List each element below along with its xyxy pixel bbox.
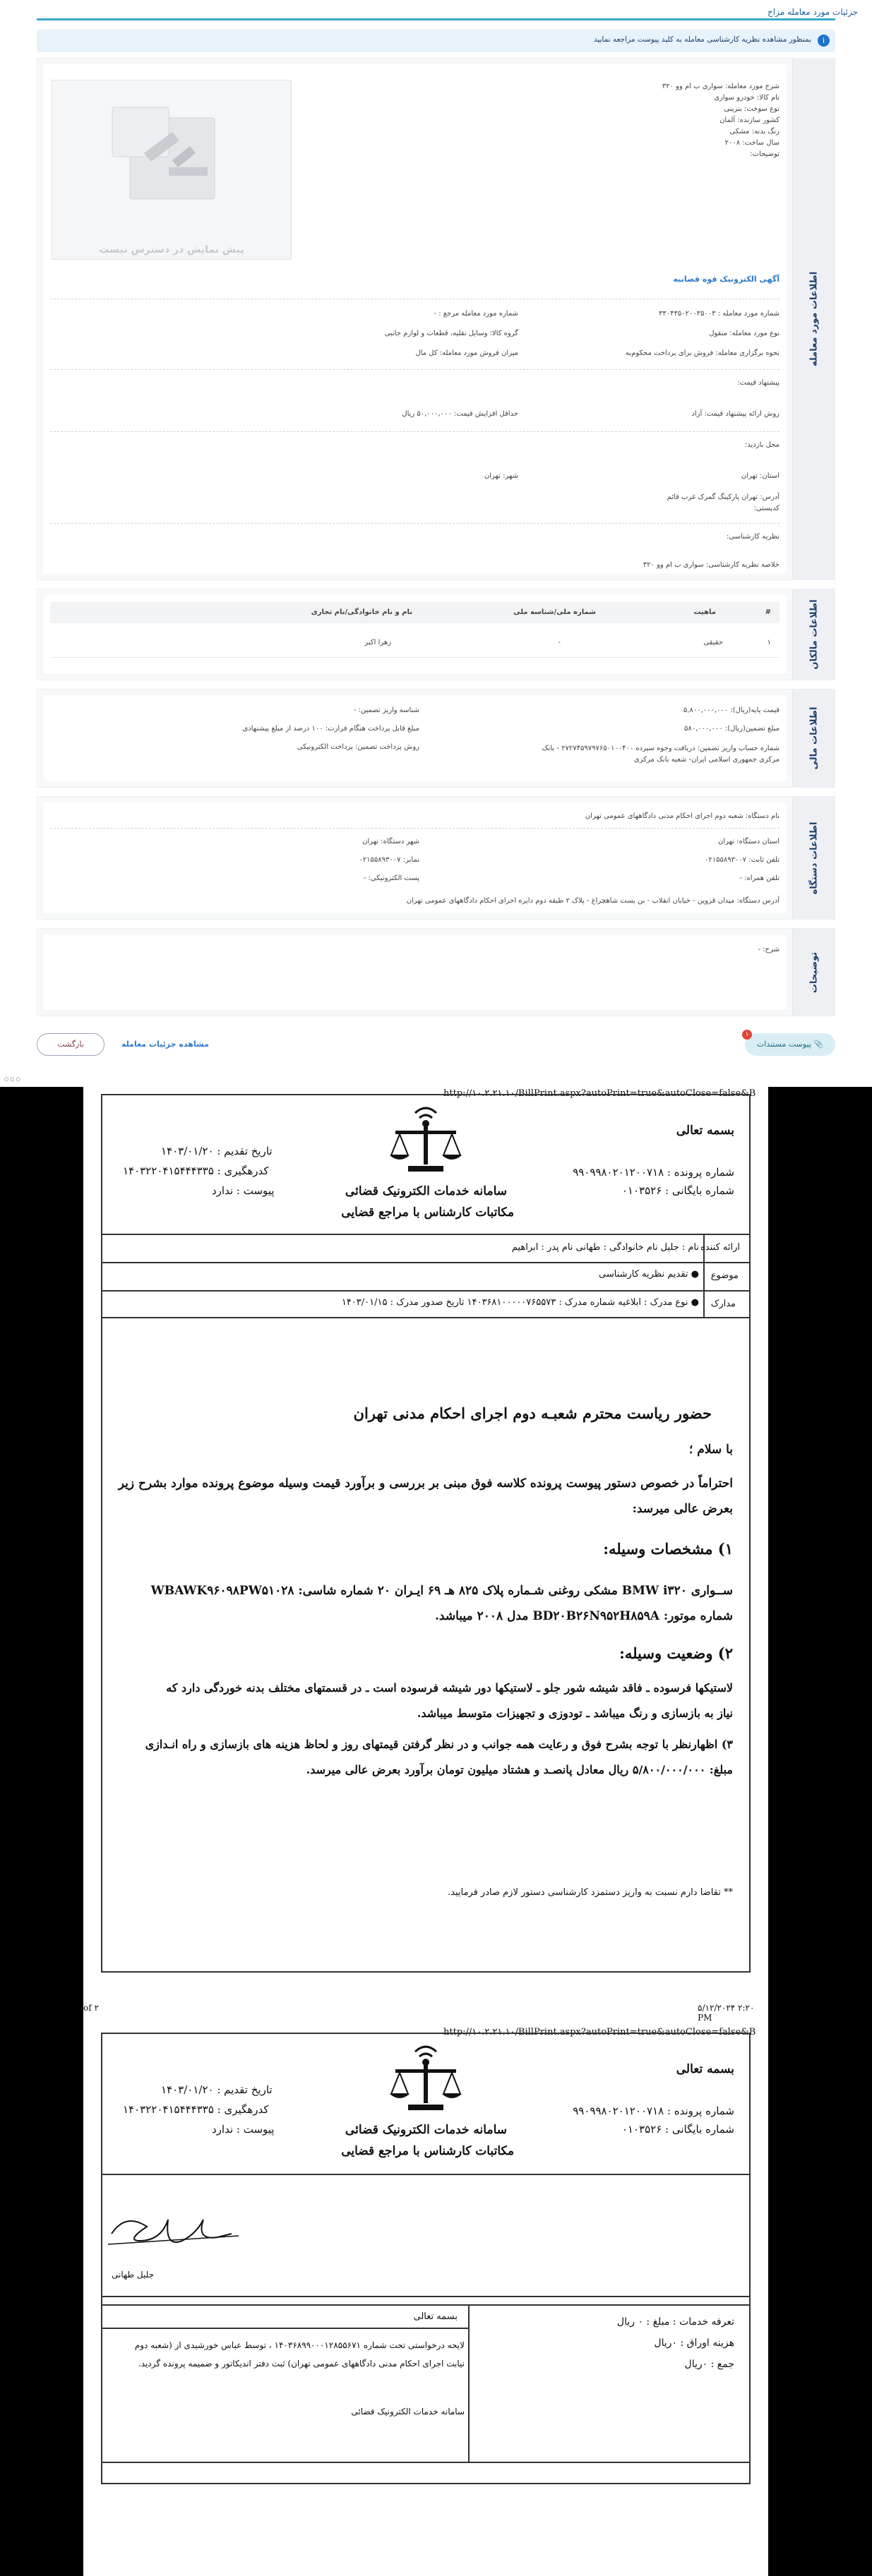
viewer-margin-right	[768, 1087, 872, 2576]
paper-fee: هزینه اوراق : ۰ریال	[654, 2337, 734, 2349]
receipt-text: لایحه درخواستی تحت شماره ۱۴۰۳۶۸۹۹۰۰۰۱۲۸۵۵۶۷۱ ، توسط عباس خورشیدی از (شعبه دوم نیابت اجرای احکام مدنی دادگاههای عمومی تهران) ثبت دفتر اندیکاتور و ضمیمه پرونده گردید.	[134, 2340, 465, 2369]
basmala: بسمه تعالی	[676, 2062, 734, 2076]
vehicle-line-2: شماره موتور: BD۲۰B۲۶N۹۵۲H۸۵۹A مدل ۲۰۰۸ میباشد.	[435, 1609, 733, 1623]
section-1-title: ۱) مشخصات وسیله:	[603, 1540, 733, 1558]
province: استان: تهران	[741, 472, 780, 480]
divider	[50, 431, 780, 432]
submit-date: تاریخ تقدیم : ۱۴۰۳/۰۱/۲۰	[161, 2083, 273, 2096]
attachments-button[interactable]	[745, 1033, 835, 1056]
cell-national-id: -	[558, 639, 561, 646]
no-preview-caption: پیش نمایش در دسترس نیست	[99, 244, 244, 255]
section-2-title: ۲) وضعیت وسیله:	[619, 1644, 733, 1662]
deal-number: ۳۳۰۴۳۵۰۲۰۰۳۵۰۰۳	[658, 310, 716, 318]
cell-index: ۱	[767, 639, 771, 646]
office-sidebar: اطلاعات دستگاه	[792, 797, 835, 919]
viewer-toolbar	[0, 1069, 872, 1087]
deposit-id: شناسه واریز تضمین: -	[353, 706, 419, 714]
notes-section	[37, 928, 835, 1016]
org-subtitle: مکاتبات کارشناس با مراجع قضایی	[341, 2144, 514, 2158]
attachments-label: پیوست مستندات	[756, 1040, 811, 1049]
paperclip-icon: 📎	[811, 1040, 824, 1049]
addressee: حضور ریاست محترم شعبـه دوم اجرای احکام مدنی تهران	[353, 1404, 712, 1422]
tracking-code: کدرهگیری : ۱۴۰۳۲۲۰۴۱۵۴۴۴۳۳۵	[123, 2103, 269, 2116]
price-title: پیشنهاد قیمت:	[737, 379, 780, 387]
col-national-id: شماره ملی/شناسه ملی	[513, 608, 596, 616]
signature-image	[104, 2202, 246, 2258]
intro-line-2: بعرض عالی میرسد:	[632, 1502, 733, 1516]
print-timestamp: ۵/۱۲/۲۰۲۴ ۲:۲۰ PM	[698, 2003, 755, 2023]
fees-col-line	[468, 2304, 470, 2463]
fee-request: ** تقاضا دارم نسبت به واریز دستمزد کارشناسی دستور لازم صادر فرمایید.	[447, 1887, 733, 1898]
e-notice-link[interactable]: آگهی الکترونیک قوه قضاییه	[673, 275, 780, 284]
deal-number-label: شماره مورد معامله : ۳۳۰۴۳۵۰۲۰۰۳۵۰۰۳	[658, 310, 780, 318]
guarantee-amount: مبلغ تضمین(ریال): ۵۸۰,۰۰۰,۰۰۰	[683, 725, 780, 733]
owners-table-header	[50, 602, 780, 623]
office-email: پست الکترونیکی: -	[363, 874, 419, 882]
detail-line: توضیحات:	[750, 150, 780, 158]
tracking-code: کدرهگیری : ۱۴۰۳۲۲۰۴۱۵۴۴۴۳۳۵	[123, 1164, 269, 1177]
expert-title: نظریه کارشناسی:	[727, 533, 780, 541]
notes-sidebar: توضیحات	[792, 929, 835, 1016]
detail-line: شرح مورد معامله: سواری ب ام وو ۳۲۰	[662, 83, 780, 90]
signer-name: جلیل طهانی	[112, 2270, 154, 2280]
case-number: شماره پرونده : ۹۹۰۹۹۸۰۲۰۱۲۰۰۷۱۸	[573, 2105, 734, 2117]
page-count: of ۲	[83, 2003, 99, 2013]
property-section	[37, 58, 835, 580]
detail-line: سال ساخت: ۲۰۰۸	[724, 139, 780, 147]
col-name: نام و نام خانوادگی/نام تجاری	[311, 608, 412, 616]
property-sidebar: اطلاعات مورد معامله	[792, 59, 835, 579]
back-button[interactable]: بازگشت	[37, 1033, 104, 1056]
deal-type: نوع مورد معامله: منقول	[709, 330, 780, 337]
visit-title: محل بازدید:	[744, 441, 780, 449]
city: شهر: تهران	[484, 472, 518, 480]
guarantee-method: روش پرداخت تضمین: پرداخت الکترونیکی	[297, 743, 419, 751]
justice-scale-icon	[387, 1102, 465, 1180]
office-city: شهر دستگاه: تهران	[362, 838, 419, 845]
attachment-status: پیوست : ندارد	[212, 2123, 275, 2136]
archive-number: شماره بایگانی : ۰۱۰۳۵۲۶	[621, 2123, 734, 2136]
image-placeholder	[52, 80, 292, 260]
deal-method: نحوه برگزاری معامله: فروش برای پرداخت محکوم‌به	[626, 349, 780, 357]
condition-line-2: نیاز به بازسازی و رنگ میباشد ـ تودوزی و تجهیزات متوسط میباشد.	[417, 1707, 733, 1720]
col-type: ماهیت	[693, 608, 716, 616]
payable-amount: مبلغ قابل پرداخت هنگام فرارت: ۱۰۰ درصد از مبلغ پیشنهادی	[242, 725, 419, 733]
property-body	[43, 64, 787, 574]
greeting: با سلام ؛	[688, 1443, 733, 1457]
view-details-link[interactable]: مشاهده جزئیات معامله	[121, 1040, 209, 1049]
detail-line: رنگ بدنه: مشکی	[729, 128, 780, 136]
archive-number: شماره بایگانی : ۰۱۰۳۵۲۶	[621, 1184, 734, 1197]
notice-text: بمنظور مشاهده نظریه کارشناسی معامله به کلید پیوست مراجعه نمایید	[593, 35, 811, 44]
print-url: http://۱۰.۲.۲۱.۱۰/BillPrint.aspx?autoPrint=true&autoClose=false&B	[443, 2027, 756, 2038]
owners-body	[43, 595, 787, 674]
receipt-org: سامانه خدمات الکترونیک قضائی	[351, 2407, 465, 2416]
office-address: آدرس دستگاه: میدان قزوین - خیابان انقلاب - بن بست شاهچراغ - پلاک ۲ طبقه دوم دایره اجرای احکام دادگاههای عمومی تهران	[406, 897, 780, 905]
action-bar	[37, 1030, 835, 1059]
sale-share: میزان فروش مورد معامله: کل مال	[415, 349, 518, 357]
address: آدرس: تهران پارکینگ گمرک غرب قائم	[667, 493, 780, 501]
condition-line-1: لاستیکها فرسوده ـ فاقد شیشه شور جلو ـ لاستیکها دور شیشه فرسوده است ـ در قسمتهای مختلف بدنه خوردگی دارد که	[166, 1681, 733, 1695]
page-frame	[101, 1094, 751, 1973]
financial-sidebar: اطلاعات مالی	[792, 690, 835, 787]
guarantee-account: شماره حساب واریز تضمین: دریافت وجوه سپرده ۲۷۲۷۴۵۹۷۹۷۶۵۰۱۰۰۴۰۰ - بانک مرکزی جمهوری اسلامی ایران- شعبه بانک مرکزی	[542, 745, 780, 764]
goods-group: گروه کالا: وسایل نقلیه، قطعات و لوازم جانبی	[384, 330, 518, 337]
top-bar	[0, 0, 872, 30]
office-province: استان دستگاه: تهران	[718, 838, 780, 845]
viewer-margin-left	[0, 1087, 83, 2576]
gavel-icon	[102, 100, 236, 213]
expert-summary: خلاصه نظریه کارشناسی: سواری ب ام وو ۳۲۰	[643, 561, 780, 569]
docs-value: ● نوع مدرک : ابلاغیه شماره مدرک : ۱۴۰۳۶۸۱۰۰۰۰۰۷۶۵۵۷۳ تاریخ صدور مدرک : ۱۴۰۳/۰۱/۱۵	[341, 1297, 699, 1308]
office-section	[37, 796, 835, 920]
org-subtitle: مکاتبات کارشناس با مراجع قضایی	[341, 1205, 514, 1220]
ref-deal-number: شماره مورد معامله مرجع : -	[434, 310, 518, 318]
postal-code: کدپستی:	[753, 505, 780, 512]
subject-label: موضوع	[710, 1270, 739, 1281]
justice-scale-icon	[387, 2041, 465, 2119]
title-underline	[37, 18, 835, 20]
cell-type: حقیقی	[703, 639, 723, 646]
col-index: #	[765, 608, 771, 616]
min-increase: حداقل افزایش قیمت: ۵۰,۰۰۰,۰۰۰ ریال	[402, 410, 518, 418]
row-divider	[50, 657, 780, 658]
receipt-line	[102, 2328, 468, 2329]
divider	[50, 523, 780, 524]
presenter-value: نام : جلیل نام خانوادگی : طهانی نام پدر : ابراهیم	[511, 1242, 699, 1253]
basmala: بسمه تعالی	[676, 1124, 734, 1138]
org-name: سامانه خدمات الکترونیک قضائی	[345, 2123, 507, 2137]
subject-value: ● تقدیم نظریه کارشناسی	[598, 1269, 699, 1280]
org-name: سامانه خدمات الکترونیک قضائی	[345, 1184, 507, 1198]
attachment-status: پیوست : ندارد	[212, 1184, 275, 1197]
info-icon: i	[818, 35, 830, 47]
notes-body	[43, 934, 787, 1010]
vehicle-line-1: ســواری BMW i۳۲۰ مشکی روغنی شـماره پلاک ۸۲۵ هـ ۶۹ ایـران ۲۰ شماره شاسی: WBAWK۹۶۰۹۸PW۵۱۰۲۸	[150, 1584, 733, 1598]
presenter-label: ارائه کننده	[700, 1242, 740, 1253]
docs-label: مدارک	[710, 1299, 736, 1309]
financial-body	[43, 695, 787, 781]
viewer-controls-icon: ○ ○ ○	[4, 1076, 20, 1082]
office-body	[43, 802, 787, 913]
notes-desc: شرح: -	[758, 946, 780, 953]
office-phone: تلفن ثابت: ۰۲۱۵۵۸۹۳۰۰۷	[704, 856, 780, 864]
base-price: قیمت پایه(ریال): ۵,۸۰۰,۰۰۰,۰۰۰	[683, 706, 780, 714]
intro-line-1: احتراماً در خصوص دستور پیوست پرونده کلاسه فوق مبنی بر بررسی و برآورد قیمت وسیله موضوع پرونده موارد بشرح زیر	[118, 1476, 733, 1491]
service-fee: تعرفه خدمات : مبلغ : ۰ ریال	[616, 2316, 734, 2328]
divider	[50, 828, 780, 829]
detail-line: کشور سازنده: آلمان	[719, 116, 780, 124]
page-title: جزئیات مورد معامله مزاج	[768, 7, 858, 17]
financial-section	[37, 689, 835, 788]
receipt-title: بسمه تعالی	[413, 2311, 458, 2322]
divider	[50, 369, 780, 370]
info-row-line	[101, 1262, 751, 1263]
detail-line: نام کالا: خودرو سواری	[714, 94, 780, 102]
office-fax: نمابر: ۰۲۱۵۵۸۹۳۰۰۷	[359, 856, 419, 864]
info-notice	[37, 30, 835, 52]
cell-name: زهرا اکبر	[364, 639, 391, 646]
info-row-line	[101, 1290, 751, 1292]
detail-line: نوع سوخت: بنزینی	[724, 105, 780, 113]
office-mobile: تلفن همراه: -	[739, 874, 780, 882]
owners-sidebar: اطلاعات مالکان	[792, 589, 835, 680]
submit-date: تاریخ تقدیم : ۱۴۰۳/۰۱/۲۰	[161, 1145, 273, 1157]
offer-method: روش ارائه پیشنهاد قیمت: آزاد	[691, 410, 780, 418]
total-fee: جمع : ۰ریال	[684, 2359, 734, 2370]
document-page-2	[83, 2026, 768, 2562]
opinion-line-1: ۳) اظهارنظر با توجه بشرح فوق و رعایت همه جوانب و در نظر گرفتن قیمتهای روز و لحاظ هزینه های بازسازی و راه انـدازی	[145, 1738, 733, 1751]
opinion-line-2: مبلغ: ۵/۸۰۰/۰۰۰/۰۰۰ ریال معادل پانصـد و هشتاد میلیون تومان برآورد بعرض عالی میرسد.	[306, 1763, 733, 1776]
owners-section	[37, 589, 835, 680]
document-page-1	[83, 1087, 768, 2023]
office-name: نام دستگاه: شعبه دوم اجرای احکام مدنی دادگاههای عمومی تهران	[585, 812, 780, 820]
attachment-count-badge: ۱	[742, 1030, 752, 1040]
case-number: شماره پرونده : ۹۹۰۹۹۸۰۲۰۱۲۰۰۷۱۸	[573, 1166, 734, 1179]
print-url: http://۱۰.۲.۲۱.۱۰/BillPrint.aspx?autoPrint=true&autoClose=false&B	[443, 1088, 756, 1099]
